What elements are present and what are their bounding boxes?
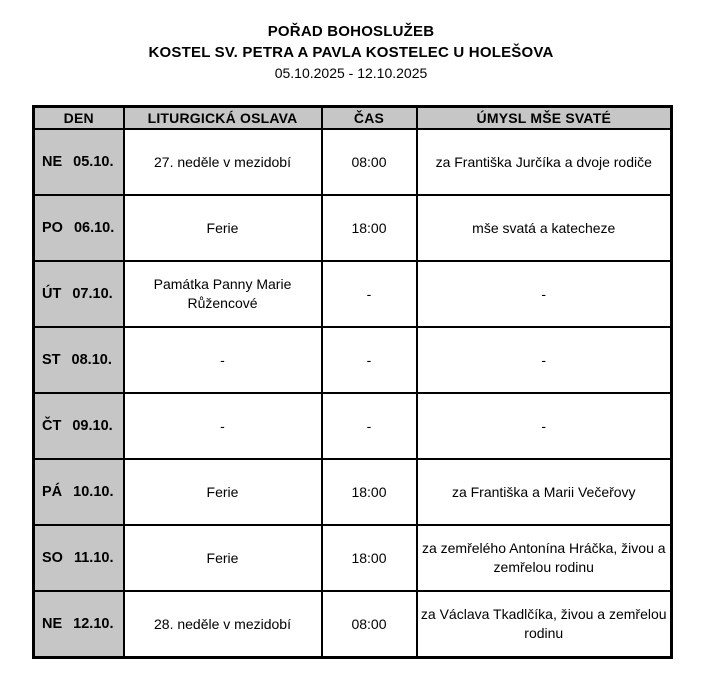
day-date: 07.10.	[72, 285, 113, 302]
day-cell	[34, 591, 124, 658]
intention-cell: za Františka Jurčíka a dvoje rodiče	[417, 129, 672, 195]
day-abbr: PÁ	[42, 483, 63, 500]
table-row	[34, 459, 672, 525]
table-row	[34, 525, 672, 591]
intention-cell: -	[417, 393, 672, 459]
column-header-den: DEN	[34, 107, 124, 130]
celebration-cell: 27. neděle v mezidobí	[124, 129, 322, 195]
table-row	[34, 195, 672, 261]
day-date: 08.10.	[71, 351, 112, 368]
day-abbr: ČT	[42, 417, 62, 434]
day-abbr: ÚT	[42, 285, 62, 302]
celebration-cell: Ferie	[124, 525, 322, 591]
celebration-cell: -	[124, 327, 322, 393]
document-title: POŘAD BOHOSLUŽEB	[267, 23, 435, 40]
table-row	[34, 129, 672, 195]
column-header-umysl-mse-svate: ÚMYSL MŠE SVATÉ	[417, 107, 672, 130]
day-cell	[34, 393, 124, 459]
document-subtitle: KOSTEL SV. PETRA A PAVLA KOSTELEC U HOLEŠOVA	[148, 44, 554, 61]
day-cell	[34, 459, 124, 525]
table-row	[34, 261, 672, 327]
day-abbr: NE	[42, 615, 63, 632]
celebration-cell: 28. neděle v mezidobí	[124, 591, 322, 658]
day-cell	[34, 195, 124, 261]
day-abbr: NE	[42, 153, 63, 170]
time-cell: -	[322, 393, 417, 459]
intention-cell: za Františka a Marii Večeřovy	[417, 459, 672, 525]
day-date: 05.10.	[73, 153, 114, 170]
time-cell: 18:00	[322, 459, 417, 525]
celebration-cell: Ferie	[124, 195, 322, 261]
day-abbr: ST	[42, 351, 61, 368]
day-date: 11.10.	[73, 549, 114, 566]
day-abbr: SO	[42, 549, 63, 566]
celebration-cell: Památka Panny Marie Růžencové	[124, 261, 322, 327]
time-cell: -	[322, 261, 417, 327]
intention-cell: za Václava Tkadlčíka, živou a zemřelou rodinu	[417, 591, 672, 658]
document-header	[0, 0, 702, 84]
schedule-table	[32, 105, 673, 659]
date-range: 05.10.2025 - 12.10.2025	[274, 65, 428, 81]
day-date: 09.10.	[72, 417, 113, 434]
table-row	[34, 327, 672, 393]
day-cell	[34, 327, 124, 393]
table-row	[34, 393, 672, 459]
day-date: 06.10.	[73, 219, 115, 236]
time-cell: 08:00	[322, 129, 417, 195]
day-cell	[34, 525, 124, 591]
intention-cell: mše svatá a katecheze	[417, 195, 672, 261]
table-header-row	[34, 107, 672, 130]
table-row	[34, 591, 672, 658]
celebration-cell: -	[124, 393, 322, 459]
time-cell: 18:00	[322, 525, 417, 591]
day-cell	[34, 129, 124, 195]
day-abbr: PO	[42, 219, 63, 236]
column-header-liturgicka-oslava: LITURGICKÁ OSLAVA	[124, 107, 322, 130]
column-header-cas: ČAS	[322, 107, 417, 130]
time-cell: 18:00	[322, 195, 417, 261]
intention-cell: -	[417, 327, 672, 393]
celebration-cell: Ferie	[124, 459, 322, 525]
day-date: 12.10.	[73, 615, 114, 632]
intention-cell: za zemřelého Antonína Hráčka, živou a zemřelou rodinu	[417, 525, 672, 591]
intention-cell: -	[417, 261, 672, 327]
day-date: 10.10.	[73, 483, 114, 500]
time-cell: -	[322, 327, 417, 393]
time-cell: 08:00	[322, 591, 417, 658]
day-cell	[34, 261, 124, 327]
